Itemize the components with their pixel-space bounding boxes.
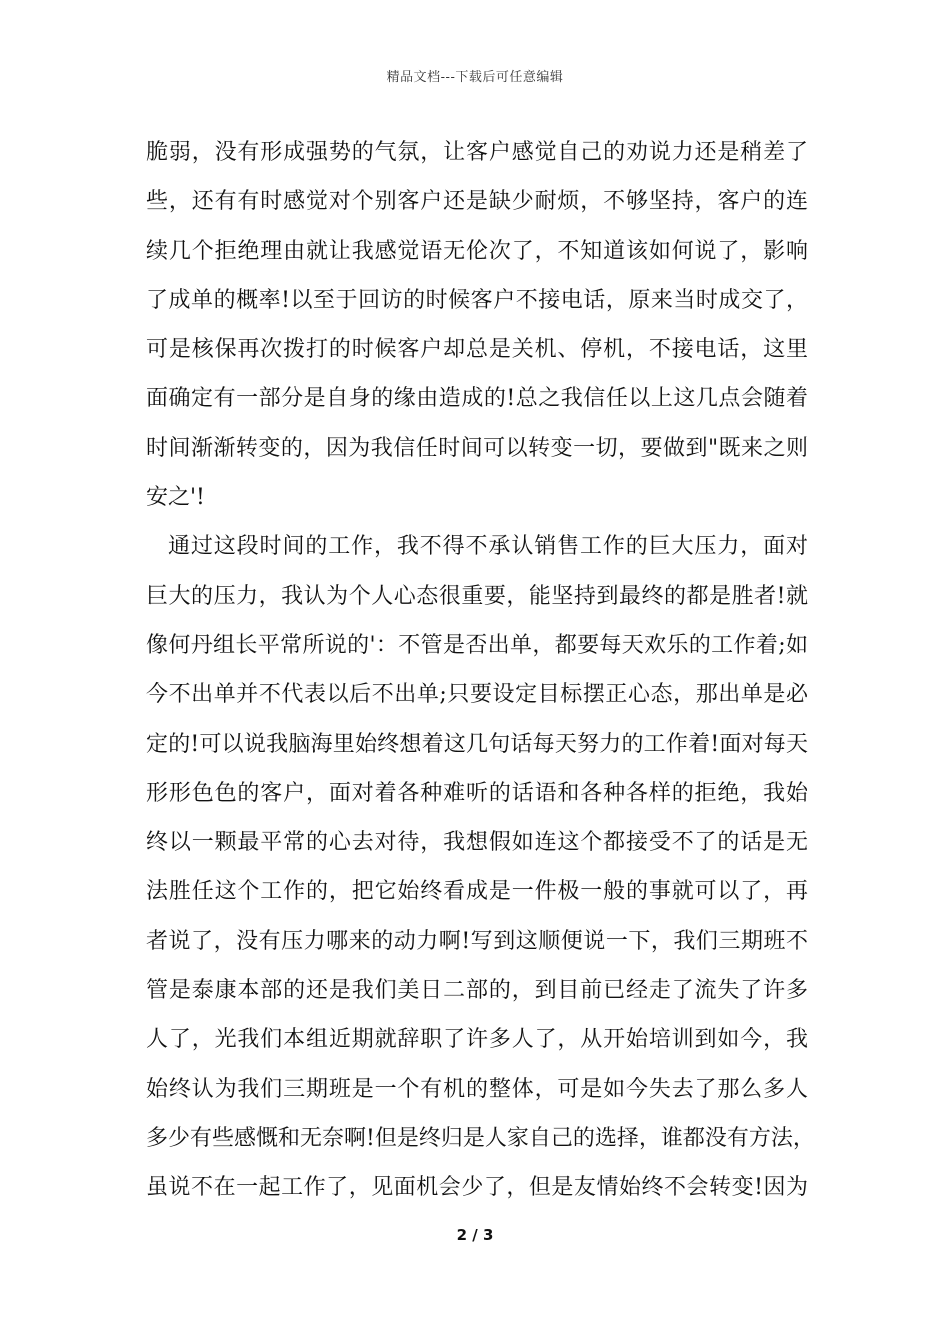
text-line: 形形色色的客户，面对着各种难听的话语和各种各样的拒绝，我始: [146, 780, 808, 806]
page-header: 精品文档---下载后可任意编辑: [386, 70, 564, 85]
text-line: 法胜任这个工作的，把它始终看成是一件极一般的事就可以了，再: [146, 879, 808, 905]
text-line: 安之'!: [146, 485, 205, 511]
text-line: 可是核保再次拨打的时候客户却总是关机、停机，不接电话，这里: [146, 337, 808, 363]
text-line: 巨大的压力，我认为个人心态很重要，能坚持到最终的都是胜者!就: [146, 583, 808, 609]
page-number: 2 / 3: [456, 1226, 494, 1244]
text-line: 通过这段时间的工作，我不得不承认销售工作的巨大压力，面对: [168, 534, 808, 560]
text-line: 续几个拒绝理由就让我感觉语无伦次了，不知道该如何说了，影响: [146, 238, 808, 264]
text-line: 虽说不在一起工作了，见面机会少了，但是友情始终不会转变!因为: [146, 1175, 808, 1201]
paragraph-2: [146, 522, 815, 1212]
text-line: 人了，光我们本组近期就辞职了许多人了，从开始培训到如今，我: [146, 1027, 808, 1053]
text-line: 面确定有一部分是自身的缘由造成的!总之我信任以上这几点会随着: [146, 386, 808, 412]
text-line: 脆弱，没有形成强势的气氛，让客户感觉自己的劝说力还是稍差了: [146, 140, 808, 165]
document-body: [146, 128, 815, 1213]
text-line: 终以一颗最平常的心去对待，我想假如连这个都接受不了的话是无: [146, 830, 808, 856]
text-line: 多少有些感慨和无奈啊!但是终归是人家自己的选择，谁都没有方法，: [146, 1125, 815, 1151]
paragraph-1: [146, 128, 808, 522]
text-line: 始终认为我们三期班是一个有机的整体，可是如今失去了那么多人: [146, 1076, 808, 1102]
text-line: 了成单的概率!以至于回访的时候客户不接电话，原来当时成交了，: [146, 287, 808, 313]
text-line: 今不出单并不代表以后不出单;只要设定目标摆正心态，那出单是必: [146, 682, 808, 708]
text-line: 者说了，没有压力哪来的动力啊!写到这顺便说一下，我们三期班不: [146, 928, 808, 954]
text-line: 时间渐渐转变的，因为我信任时间可以转变一切，要做到"既来之则: [146, 435, 808, 461]
text-line: 像何丹组长平常所说的'：不管是否出单，都要每天欢乐的工作着;如: [146, 632, 808, 658]
text-line: 管是泰康本部的还是我们美日二部的，到目前已经走了流失了许多: [146, 978, 808, 1004]
text-line: 些，还有有时感觉对个别客户还是缺少耐烦，不够坚持，客户的连: [146, 189, 808, 215]
text-line: 定的!可以说我脑海里始终想着这几句话每天努力的工作着!面对每天: [146, 731, 808, 757]
